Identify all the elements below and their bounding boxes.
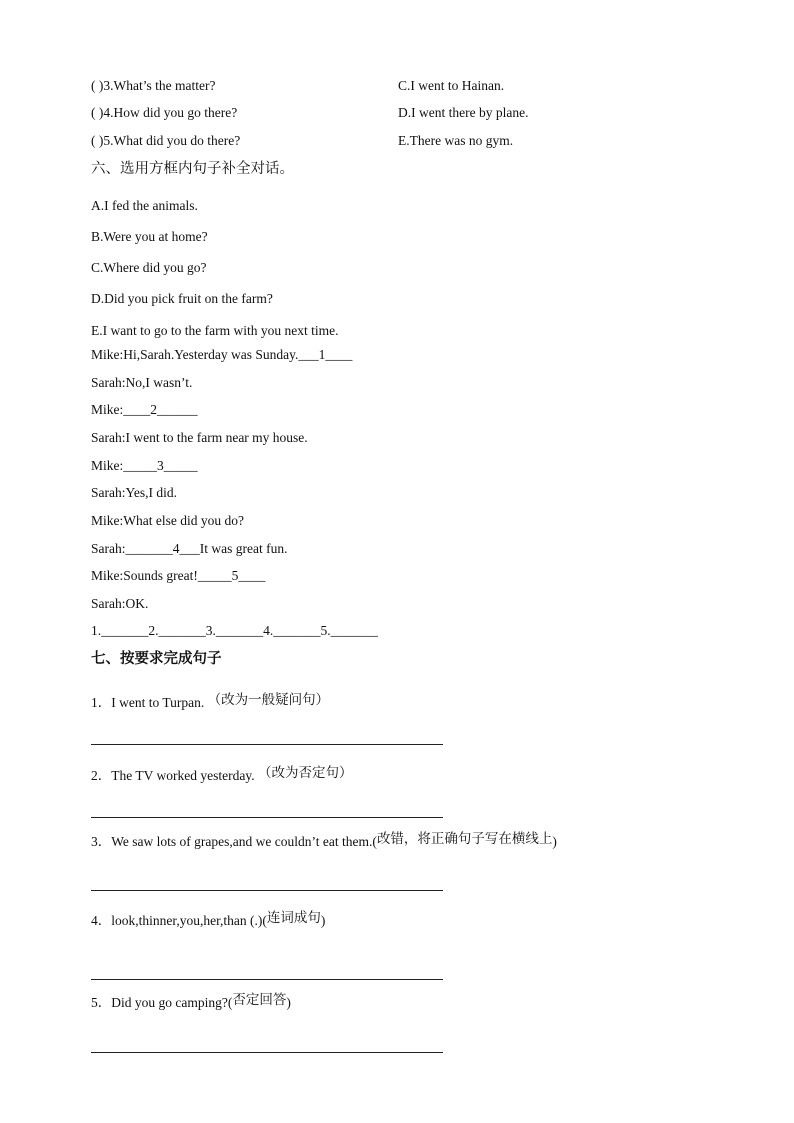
dialogue-line: Mike:____2______: [91, 402, 198, 417]
dialogue-line: Sarah:_______4___It was great fun.: [91, 541, 288, 556]
task-tail: ): [320, 913, 326, 928]
task-tail: ): [286, 995, 291, 1010]
option-e: E.I want to go to the farm with you next time.: [91, 323, 339, 338]
task-instruction: （改为否定句）: [257, 765, 353, 781]
option-c: C.Where did you go?: [91, 260, 207, 275]
task-2: [91, 767, 352, 785]
option-b: B.Were you at home?: [91, 229, 208, 244]
section6-title: 六、选用方框内句子补全对话。: [91, 161, 294, 177]
option-d: D.Did you pick fruit on the farm?: [91, 291, 273, 306]
matching-answer-e: E.There was no gym.: [398, 133, 514, 148]
matching-question-4: ( )4.How did you go there?: [91, 105, 238, 120]
task-tail: ): [552, 834, 557, 849]
dialogue-line: Mike:Hi,Sarah.Yesterday was Sunday.___1____: [91, 347, 353, 362]
dialogue-line: Sarah:No,I wasn’t.: [91, 375, 193, 390]
task-4: [91, 912, 325, 930]
option-a: A.I fed the animals.: [91, 198, 198, 213]
task-text: 2．The TV worked yesterday.: [91, 768, 258, 783]
answer-line[interactable]: [91, 979, 443, 980]
task-3: [91, 833, 557, 851]
matching-answer-c: C.I went to Hainan.: [398, 78, 505, 93]
task-1: [91, 694, 329, 712]
matching-question-5: ( )5.What did you do there?: [91, 133, 241, 148]
task-instruction: （改为一般疑问句）: [207, 692, 330, 708]
answer-line[interactable]: [91, 890, 443, 891]
answer-line[interactable]: [91, 1052, 443, 1053]
task-text: 5．Did you go camping?(: [91, 995, 233, 1010]
task-5: [91, 994, 291, 1012]
answer-line[interactable]: [91, 817, 443, 818]
matching-answer-d: D.I went there by plane.: [398, 105, 529, 120]
task-text: 3．We saw lots of grapes,and we couldn’t eat them.(: [91, 834, 377, 849]
task-instruction: 连词成句: [266, 910, 321, 926]
dialogue-line: Sarah:OK.: [91, 596, 149, 611]
dialogue-line: Mike:_____3_____: [91, 458, 198, 473]
dialogue-line: Mike:What else did you do?: [91, 513, 244, 528]
matching-question-3: ( )3.What’s the matter?: [91, 78, 216, 93]
answer-line[interactable]: [91, 744, 443, 745]
section7-title: 七、按要求完成句子: [91, 651, 222, 667]
task-instruction: 否定回答: [232, 992, 287, 1008]
section6-answer-row: 1._______2._______3._______4._______5._______: [91, 623, 378, 638]
dialogue-line: Sarah:I went to the farm near my house.: [91, 430, 308, 445]
task-text: 4．look,thinner,you,her,than (.)(: [91, 913, 267, 928]
task-instruction: 改错，将正确句子写在横线上: [376, 831, 553, 847]
dialogue-line: Sarah:Yes,I did.: [91, 485, 178, 500]
task-text: 1．I went to Turpan.: [91, 695, 208, 710]
dialogue-line: Mike:Sounds great!_____5____: [91, 568, 266, 583]
